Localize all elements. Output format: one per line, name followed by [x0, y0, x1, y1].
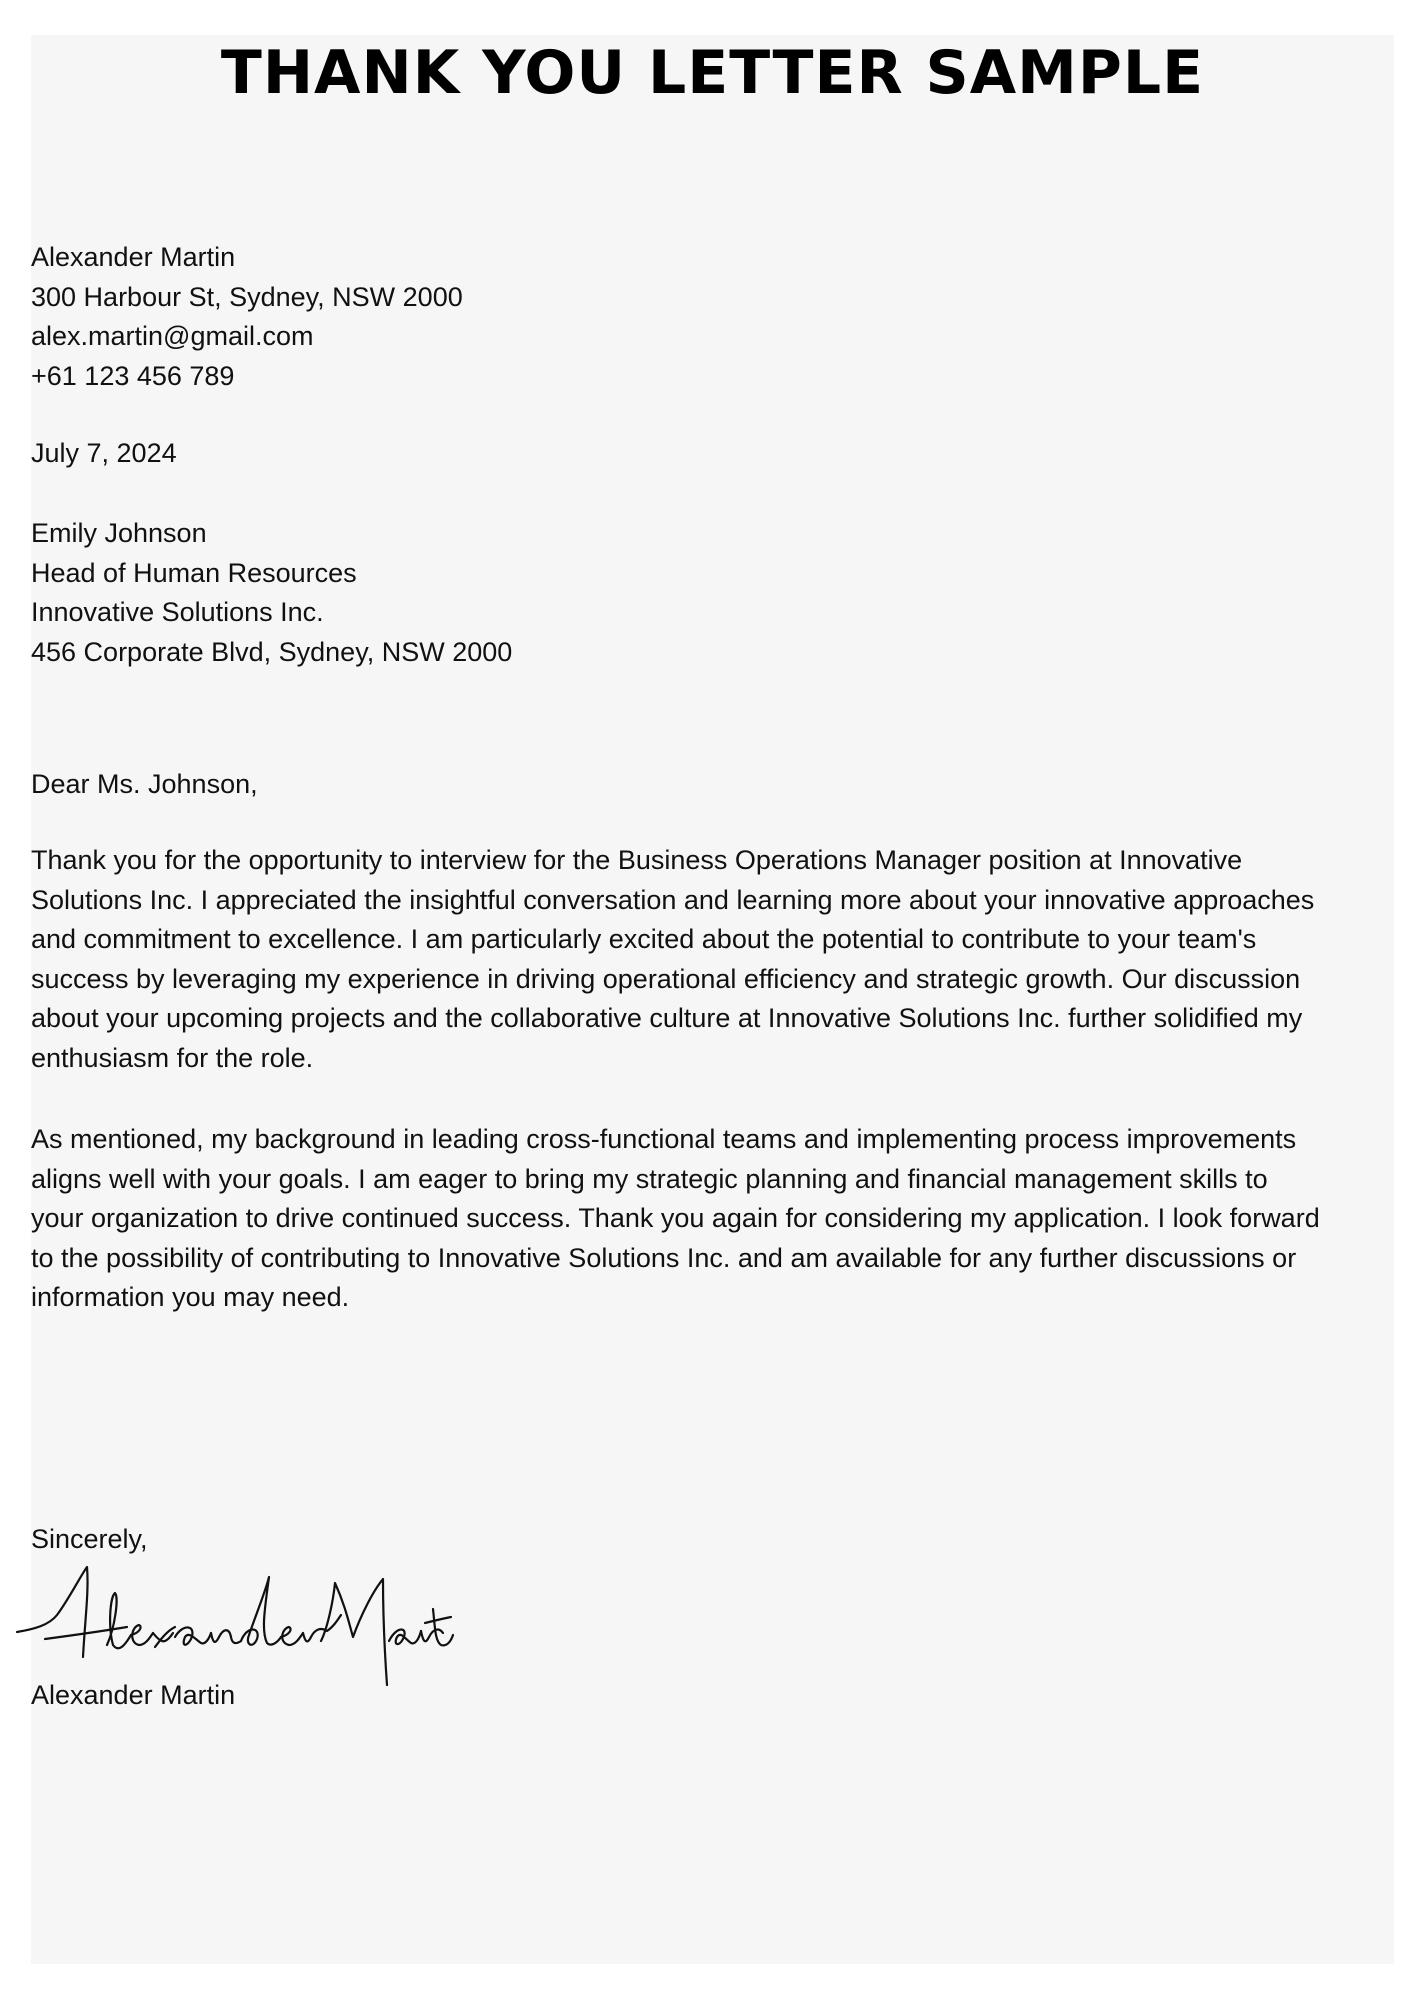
page-title: THANK YOU LETTER SAMPLE: [220, 38, 1205, 108]
recipient-address: 456 Corporate Blvd, Sydney, NSW 2000: [31, 636, 513, 667]
letter-date: July 7, 2024: [31, 438, 177, 468]
handwritten-signature: [15, 1557, 455, 1687]
salutation: Dear Ms. Johnson,: [31, 769, 258, 799]
recipient-block: [31, 514, 512, 672]
body-paragraph-2: As mentioned, my background in leading cross-functional teams and implementing process improvements aligns well with your goals. I am eager to bring my strategic planning and financial management skills to your organization to drive continued success. Thank you again for considering my application. I look forward to the possibility of contributing to Innovative Solutions Inc. and am available for any further discussions or information you may need.: [31, 1124, 1320, 1313]
closing: Sincerely,: [31, 1524, 148, 1554]
sender-phone: +61 123 456 789: [31, 360, 235, 391]
body-paragraph-1: Thank you for the opportunity to interview for the Business Operations Manager position at Innovative Solutions Inc. I appreciated the insightful conversation and learning more about your innovative approaches and commitment to excellence. I am particularly excited about the potential to contribute to your team's success by leveraging my experience in driving operational efficiency and strategic growth. Our discussion about your upcoming projects and the collaborative culture at Innovative Solutions Inc. further solidified my enthusiasm for the role.: [31, 845, 1315, 1073]
sender-block: [31, 238, 463, 396]
recipient-title: Head of Human Resources: [31, 557, 357, 588]
letter-page: [31, 35, 1394, 1964]
signed-name: Alexander Martin: [31, 1680, 236, 1710]
recipient-company: Innovative Solutions Inc.: [31, 597, 324, 627]
sender-name: Alexander Martin: [31, 242, 236, 272]
sender-email: alex.martin@gmail.com: [31, 321, 314, 351]
sender-address: 300 Harbour St, Sydney, NSW 2000: [31, 281, 463, 312]
recipient-name: Emily Johnson: [31, 518, 207, 548]
